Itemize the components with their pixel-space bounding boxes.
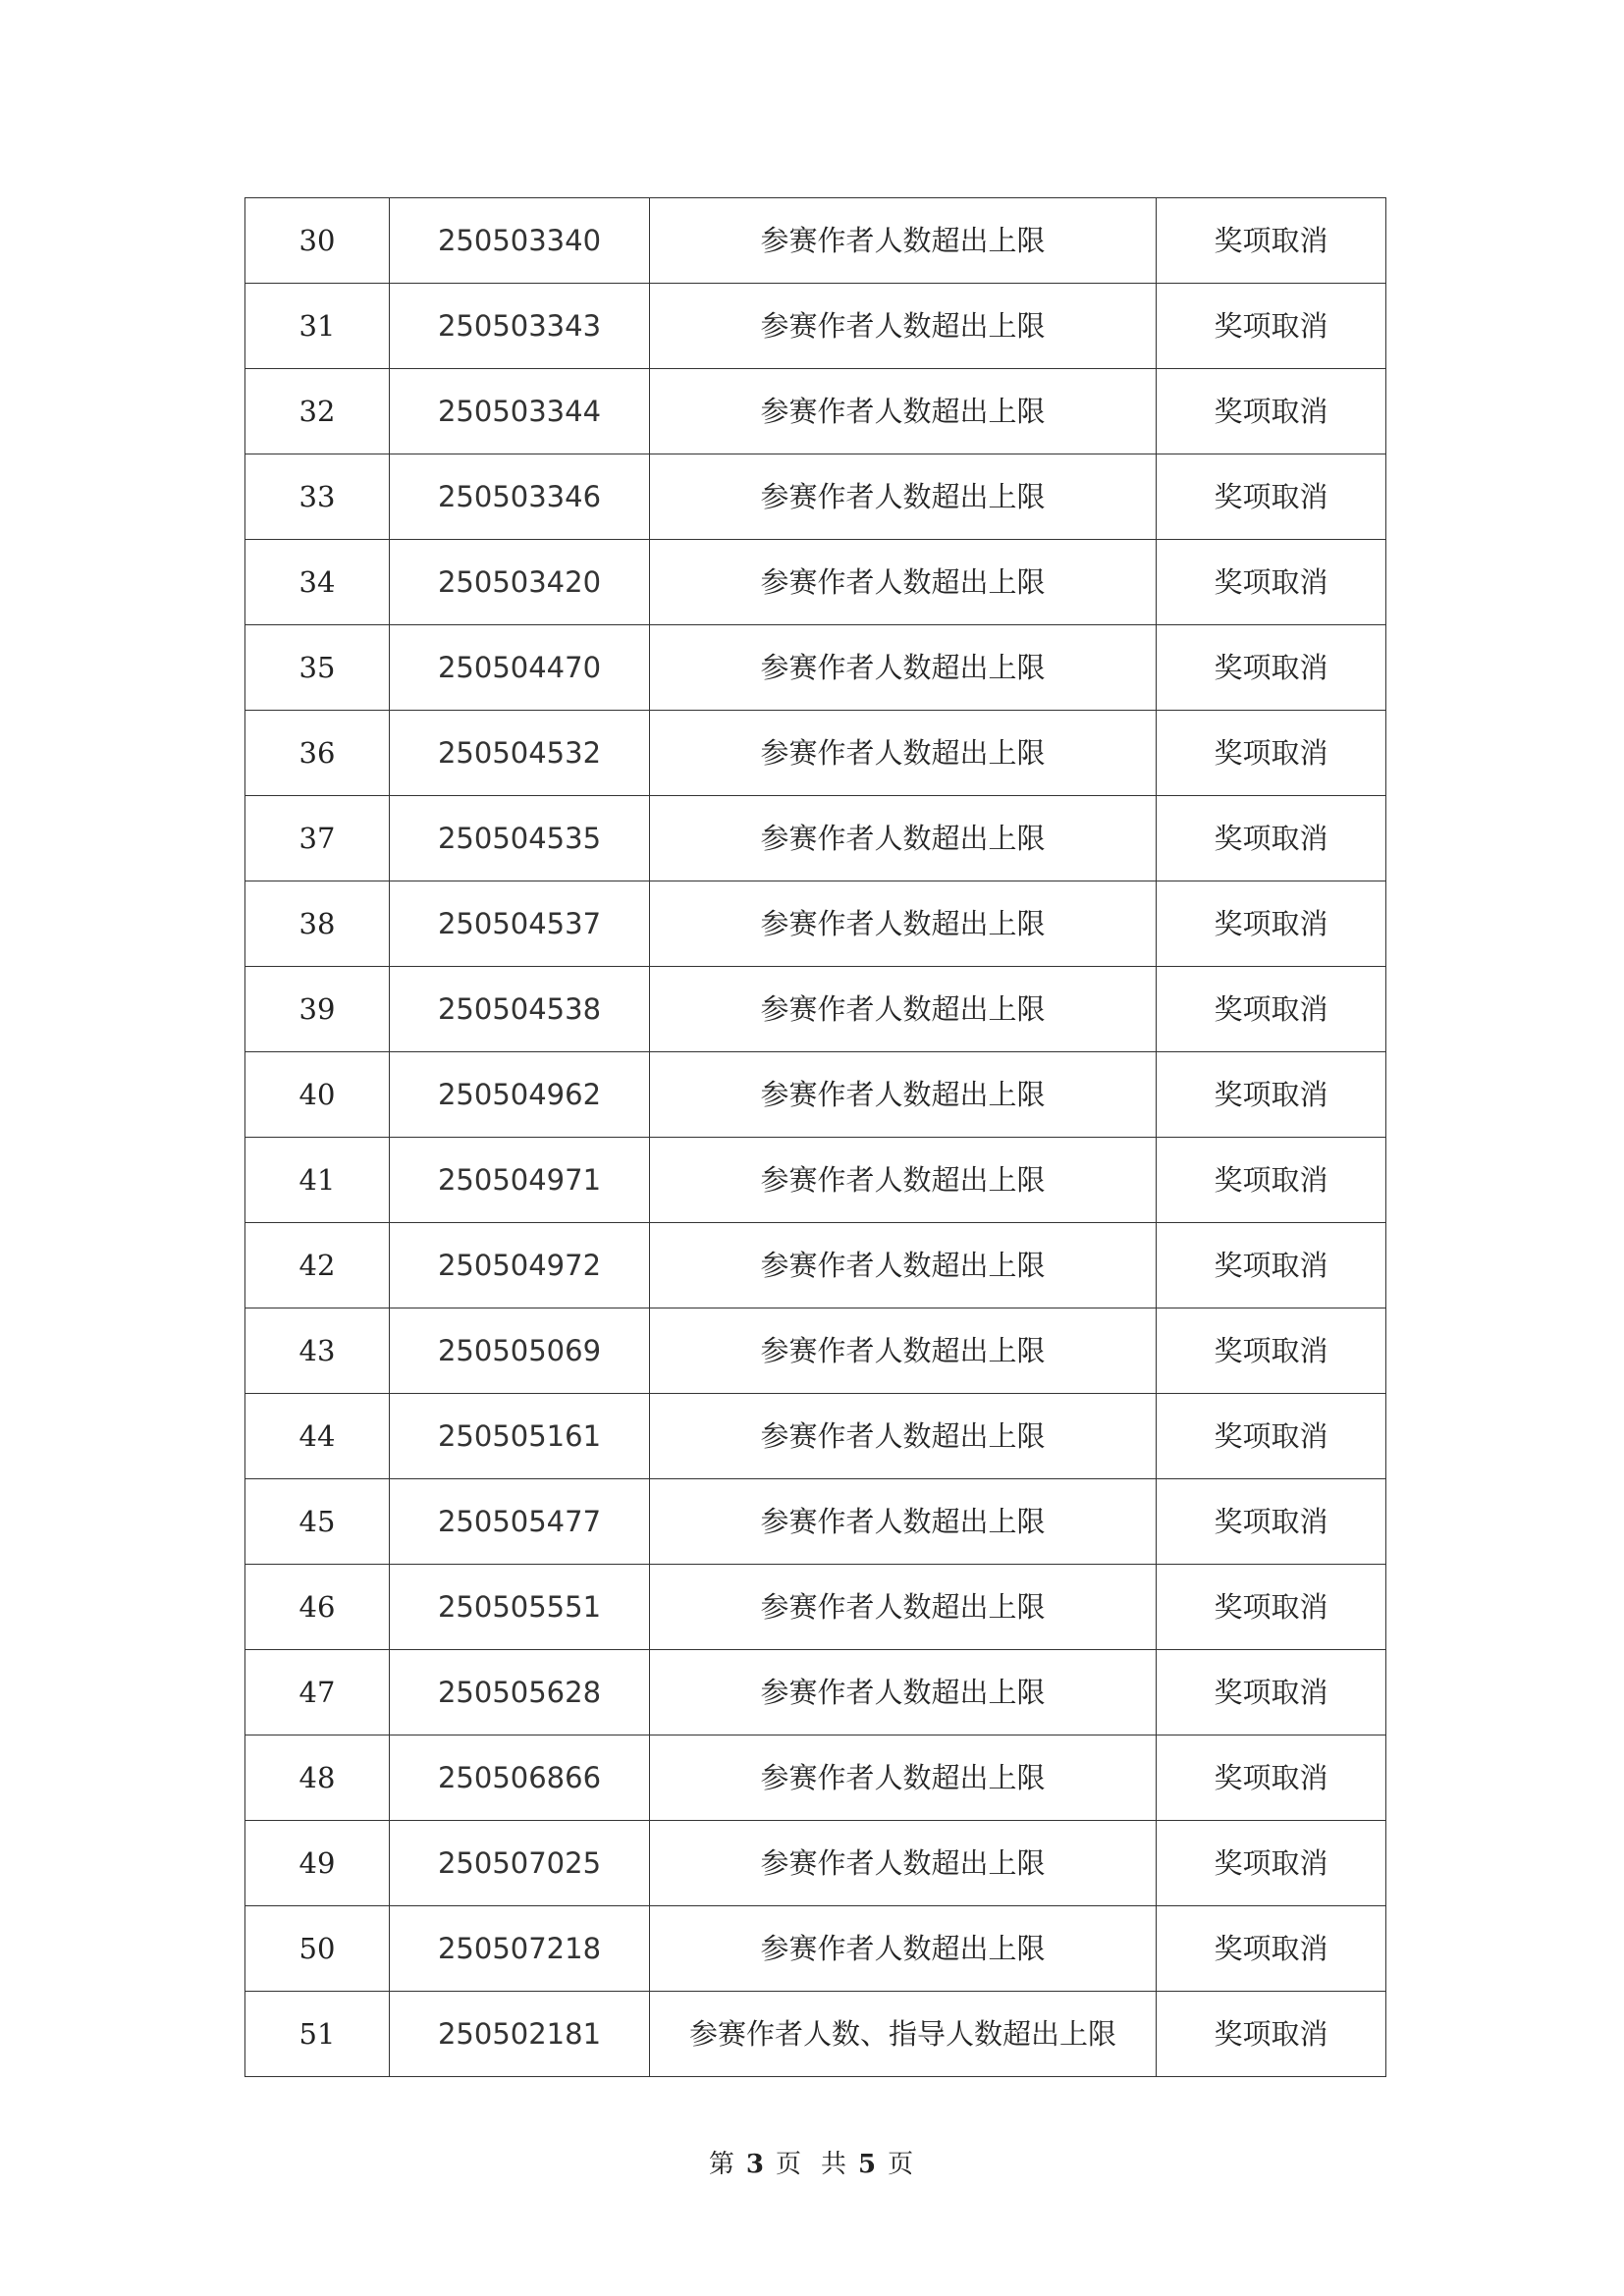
row-number: 45	[245, 1479, 390, 1565]
row-number: 46	[245, 1565, 390, 1650]
page-footer	[0, 2144, 1624, 2180]
entry-id: 250507025	[390, 1821, 650, 1906]
table-row	[245, 369, 1386, 454]
result: 奖项取消	[1157, 967, 1386, 1052]
row-number: 37	[245, 796, 390, 881]
result: 奖项取消	[1157, 369, 1386, 454]
entry-id: 250507218	[390, 1906, 650, 1992]
table-body	[245, 198, 1386, 2077]
result: 奖项取消	[1157, 284, 1386, 369]
cancellation-reason: 参赛作者人数超出上限	[650, 881, 1157, 967]
entry-id: 250504532	[390, 711, 650, 796]
cancellation-reason: 参赛作者人数超出上限	[650, 1394, 1157, 1479]
footer-page-word: 页	[775, 2150, 803, 2179]
row-number: 39	[245, 967, 390, 1052]
result: 奖项取消	[1157, 1821, 1386, 1906]
entry-id: 250506866	[390, 1735, 650, 1821]
cancellation-reason: 参赛作者人数超出上限	[650, 1308, 1157, 1394]
result: 奖项取消	[1157, 1650, 1386, 1735]
row-number: 44	[245, 1394, 390, 1479]
table-row	[245, 881, 1386, 967]
entry-id: 250504538	[390, 967, 650, 1052]
entry-id: 250504962	[390, 1052, 650, 1138]
entry-id: 250503344	[390, 369, 650, 454]
row-number: 35	[245, 625, 390, 711]
entry-id: 250504971	[390, 1138, 650, 1223]
row-number: 41	[245, 1138, 390, 1223]
result: 奖项取消	[1157, 881, 1386, 967]
cancellation-reason: 参赛作者人数超出上限	[650, 1138, 1157, 1223]
table-row	[245, 454, 1386, 540]
table-row	[245, 284, 1386, 369]
entry-id: 250505161	[390, 1394, 650, 1479]
row-number: 31	[245, 284, 390, 369]
row-number: 34	[245, 540, 390, 625]
row-number: 38	[245, 881, 390, 967]
entry-id: 250504972	[390, 1223, 650, 1308]
result: 奖项取消	[1157, 796, 1386, 881]
table-row	[245, 540, 1386, 625]
row-number: 36	[245, 711, 390, 796]
table-row	[245, 1565, 1386, 1650]
row-number: 42	[245, 1223, 390, 1308]
row-number: 50	[245, 1906, 390, 1992]
cancellation-reason: 参赛作者人数超出上限	[650, 1223, 1157, 1308]
row-number: 49	[245, 1821, 390, 1906]
table-row	[245, 1138, 1386, 1223]
cancellation-table	[244, 197, 1386, 2077]
cancellation-reason: 参赛作者人数超出上限	[650, 284, 1157, 369]
entry-id: 250505069	[390, 1308, 650, 1394]
cancellation-reason: 参赛作者人数超出上限	[650, 1052, 1157, 1138]
entry-id: 250505551	[390, 1565, 650, 1650]
result: 奖项取消	[1157, 1565, 1386, 1650]
entry-id: 250503346	[390, 454, 650, 540]
row-number: 30	[245, 198, 390, 284]
entry-id: 250505477	[390, 1479, 650, 1565]
result: 奖项取消	[1157, 1308, 1386, 1394]
table-row	[245, 625, 1386, 711]
cancellation-reason: 参赛作者人数超出上限	[650, 369, 1157, 454]
entry-id: 250504470	[390, 625, 650, 711]
cancellation-reason: 参赛作者人数超出上限	[650, 1479, 1157, 1565]
row-number: 48	[245, 1735, 390, 1821]
cancellation-reason: 参赛作者人数、指导人数超出上限	[650, 1992, 1157, 2077]
result: 奖项取消	[1157, 198, 1386, 284]
cancellation-reason: 参赛作者人数超出上限	[650, 540, 1157, 625]
table-row	[245, 1223, 1386, 1308]
result: 奖项取消	[1157, 454, 1386, 540]
result: 奖项取消	[1157, 1735, 1386, 1821]
entry-id: 250504537	[390, 881, 650, 967]
total-pages-number: 5	[858, 2150, 879, 2179]
table-row	[245, 1394, 1386, 1479]
cancellation-reason: 参赛作者人数超出上限	[650, 1821, 1157, 1906]
cancellation-reason: 参赛作者人数超出上限	[650, 625, 1157, 711]
table-row	[245, 1906, 1386, 1992]
entry-id: 250503420	[390, 540, 650, 625]
result: 奖项取消	[1157, 711, 1386, 796]
result: 奖项取消	[1157, 1479, 1386, 1565]
footer-prefix: 第	[708, 2150, 736, 2179]
result: 奖项取消	[1157, 540, 1386, 625]
row-number: 32	[245, 369, 390, 454]
table-row	[245, 1650, 1386, 1735]
current-page-number: 3	[745, 2150, 766, 2179]
cancellation-reason: 参赛作者人数超出上限	[650, 711, 1157, 796]
cancellation-reason: 参赛作者人数超出上限	[650, 967, 1157, 1052]
cancellation-reason: 参赛作者人数超出上限	[650, 1906, 1157, 1992]
cancellation-reason: 参赛作者人数超出上限	[650, 1735, 1157, 1821]
footer-suffix: 页	[888, 2150, 916, 2179]
entry-id: 250505628	[390, 1650, 650, 1735]
row-number: 47	[245, 1650, 390, 1735]
entry-id: 250503343	[390, 284, 650, 369]
table-row	[245, 198, 1386, 284]
footer-total-word: 共	[821, 2150, 849, 2179]
cancellation-reason: 参赛作者人数超出上限	[650, 1650, 1157, 1735]
table-row	[245, 967, 1386, 1052]
table-row	[245, 1992, 1386, 2077]
cancellation-reason: 参赛作者人数超出上限	[650, 454, 1157, 540]
entry-id: 250503340	[390, 198, 650, 284]
entry-id: 250504535	[390, 796, 650, 881]
result: 奖项取消	[1157, 1223, 1386, 1308]
table-row	[245, 1308, 1386, 1394]
cancellation-reason: 参赛作者人数超出上限	[650, 796, 1157, 881]
cancellation-reason: 参赛作者人数超出上限	[650, 1565, 1157, 1650]
table-row	[245, 1821, 1386, 1906]
table-row	[245, 796, 1386, 881]
row-number: 43	[245, 1308, 390, 1394]
result: 奖项取消	[1157, 1906, 1386, 1992]
row-number: 40	[245, 1052, 390, 1138]
row-number: 33	[245, 454, 390, 540]
table-row	[245, 1479, 1386, 1565]
table-row	[245, 711, 1386, 796]
row-number: 51	[245, 1992, 390, 2077]
result: 奖项取消	[1157, 1394, 1386, 1479]
result: 奖项取消	[1157, 625, 1386, 711]
table-row	[245, 1735, 1386, 1821]
result: 奖项取消	[1157, 1992, 1386, 2077]
table-row	[245, 1052, 1386, 1138]
result: 奖项取消	[1157, 1138, 1386, 1223]
entry-id: 250502181	[390, 1992, 650, 2077]
cancellation-reason: 参赛作者人数超出上限	[650, 198, 1157, 284]
result: 奖项取消	[1157, 1052, 1386, 1138]
